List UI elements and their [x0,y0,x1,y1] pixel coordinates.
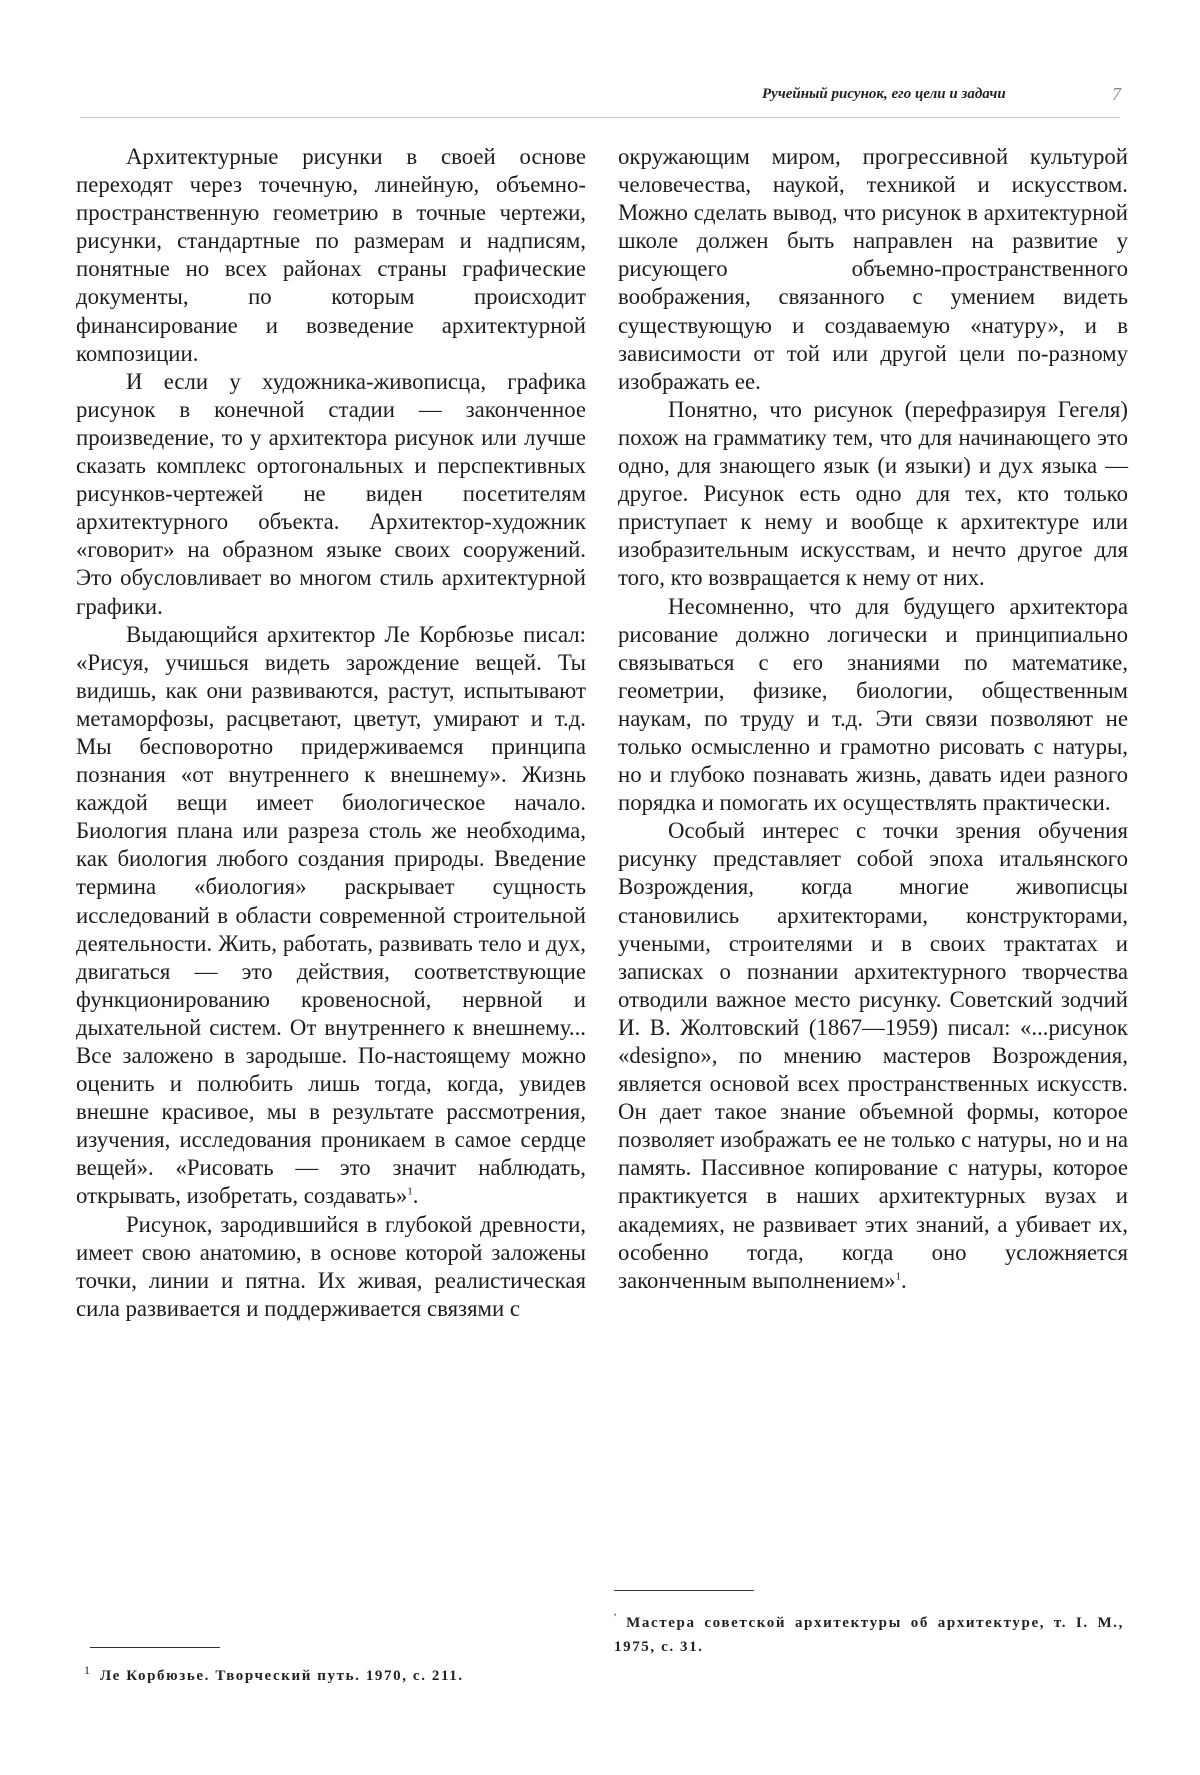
paragraph-right-4-text: Особый интерес с точки зрения обучения рисунку представляет собой эпоха итальянского Возрождения, когда многие живописцы становились архитекторами, конструкторами, учеными, строителями и в своих трактатах и записках о познании архитектурного творчества отводили важное место рисунку. Советский зодчий И. В. Жолтовский (1867—1959) писал: «...рисунок «designo», по мнению мастеров Возрождения, является основой всех пространственных искусств. Он дает такое знание объемной формы, которое позволяет изображать ее не только с натуры, но и на память. Пассивное копирование с натуры, которое практикуется в наших архитектурных вузах и академиях, не развивает этих знаний, а убивает их, особенно тогда, когда оно усложняется законченным выполнением» [618,818,1128,1293]
paragraph-left-3-text: Выдающийся архитектор Ле Корбюзье писал: «Рисуя, учишься видеть зарождение вещей. Ты видишь, как они развиваются, растут, испытывают метаморфозы, расцветают, цветут, умирают и т.д. Мы бесповоротно придерживаемся принципа познания «от внутреннего к внешнему». Жизнь каждой вещи имеет биологическое начало. Биология плана или разреза столь же необходима, как биология любого создания природы. Введение термина «биология» раскрывает сущность исследований в области современной строительной деятельности. Жить, работать, развивать тело и дух, двигаться — это действия, соответствующие функционированию кровеносной, нервной и дыхательной систем. От внутреннего к внешнему... Все заложено в зародыше. По-настоящему можно оценить и полюбить лишь тогда, когда, увидев внешне красивое, мы в результате рассмотрения, изучения, исследования проникаем в самое сердце вещей». «Рисовать — это значит наблюдать, открывать, изобретать, создавать» [76,621,586,1209]
footnote-left-mark: 1 [84,1663,90,1677]
footnote-left-text: Ле Корбюзье. Творческий путь. 1970, с. 211. [100,1668,464,1684]
right-column [618,143,1128,1295]
footnote-ref-left: 1 [407,1185,413,1198]
paragraph-right-3: Несомненно, что для будущего архитектора рисование должно логически и принципиально связываться с его знаниями по математике, геометрии, физике, биологии, общественным наукам, по труду и т.д. Эти связи позволяют не только осмысленно и грамотно рисовать с натуры, но и глубоко познавать жизнь, давать идеи разного порядка и помогать их осуществлять практически. [618,593,1128,816]
left-column [76,143,586,1323]
footnote-rule-left [90,1647,220,1648]
paragraph-left-1: Архитектурные рисунки в своей основе переходят через точечную, линейную, объемно-пространственную геометрию в точные чертежи, рисунки, стандартные по размерам и надписям, понятные но всех районах страны графические документы, по которым происходит финансирование и возведение архитектурной композиции. [76,144,586,366]
page-number: 7 [1112,84,1121,104]
footnote-right-mark: ' [614,1610,617,1624]
footnote-left [84,1663,584,1685]
paragraph-right-1: окружающим миром, прогрессивной культурой человечества, наукой, техникой и искусством. Можно сделать вывод, что рисунок в архитектурной школе должен быть направлен на развитие у рисующего объемно-пространственного воображения, связанного с умением видеть существующую и создаваемую «натуру», и в зависимости от той или другой цели по-разному изображать ее. [618,144,1128,394]
paragraph-left-3-end: . [412,1183,419,1209]
paragraph-left-2: И если у художника-живописца, графика рисунок в конечной стадии — законченное произведение, то у архитектора рисунок или лучше сказать комплекс ортогональных и перспективных рисунков-чертежей не виден посетителям архитектурного объекта. Архитектор-художник «говорит» на образном языке своих сооружений. Это обусловливает во многом стиль архитектурной графики. [76,368,586,619]
running-title: Ручейный рисунок, его цели и задачи [762,86,1006,102]
paragraph-left-4: Рисунок, зародившийся в глубокой древности, имеет свою анатомию, в основе которой заложены точки, линии и пятна. Их живая, реалистическая сила развивается и поддерживается связями с [76,1211,586,1321]
footnote-ref-right: 1 [895,1270,901,1283]
paragraph-right-4 [618,817,1128,1295]
footnote-right [614,1605,1124,1659]
footnote-rule-right [614,1590,754,1591]
footnote-right-text: Мастера советской архитектуры об архитектуре, т. I. М., 1975, с. 31. [614,1615,1124,1655]
paragraph-left-3 [76,621,586,1211]
paragraph-right-2: Понятно, что рисунок (перефразируя Гегеля) похож на грамматику тем, что для начинающего это одно, для знающего язык (и языки) и дух языка — другое. Рисунок есть одно для тех, кто только приступает к нему и вообще к архитектуре или изобразительным искусствам, и нечто другое для того, кто возвращается к нему от них. [618,396,1128,591]
paragraph-right-4-end: . [900,1267,907,1293]
header-rule [80,117,1120,118]
